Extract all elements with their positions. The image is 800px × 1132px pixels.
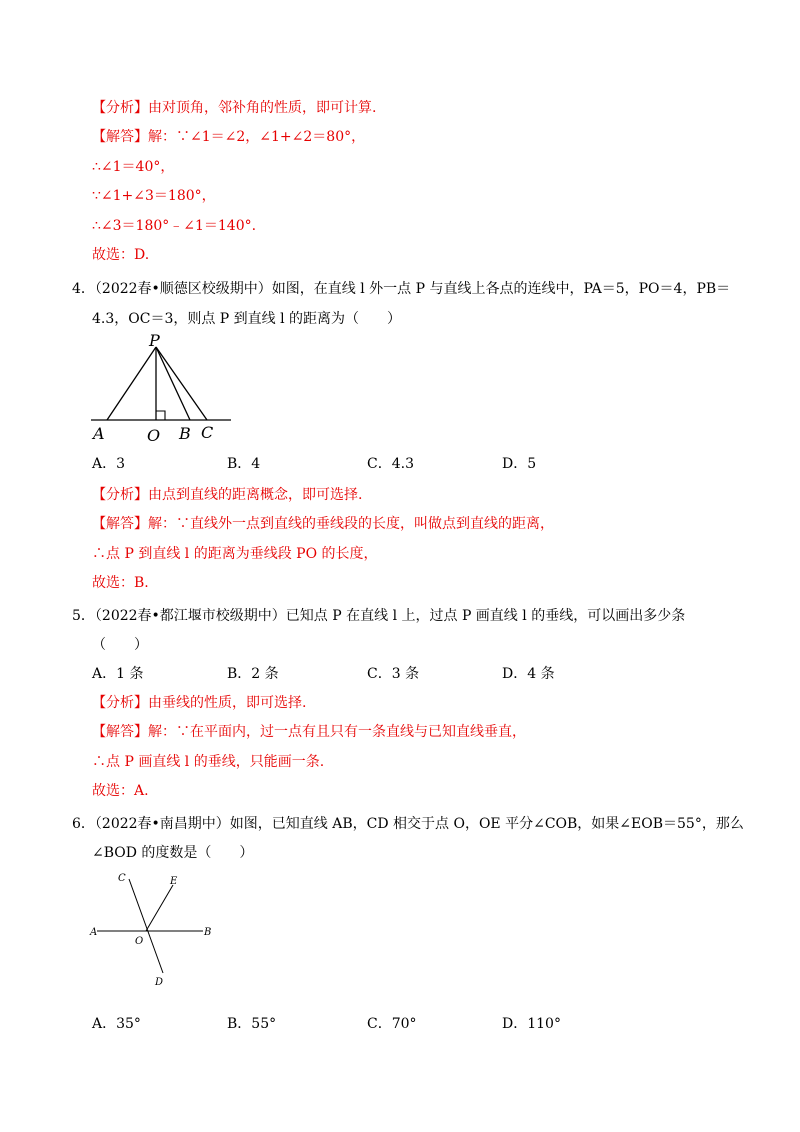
q6-label-c: C <box>118 873 126 884</box>
q6-label-e: E <box>170 876 178 887</box>
prev-analysis: 【分析】由对顶角，邻补角的性质，即可计算. <box>92 100 377 116</box>
q4-stem-line-1: 4．（2022春•顺德区校级期中）如图，在直线 l 外一点 P 与直线上各点的连线中，PA＝5，PO＝4，PB＝ <box>72 281 731 297</box>
q6-label-d: D <box>155 977 164 988</box>
q4-label-o: O <box>147 426 161 445</box>
q4-segment-pb <box>156 347 190 420</box>
prev-step-2: ∴∠1＝40°， <box>92 159 175 175</box>
q6-stem-line-2: ∠BOD 的度数是（ ） <box>92 845 254 861</box>
q6-label-a: A <box>90 927 98 938</box>
q6-label-o: O <box>135 936 144 947</box>
q4-option-b: B．4 <box>227 456 261 472</box>
prev-step-4: ∴∠3＝180°﹣∠1＝140°. <box>92 218 257 234</box>
q4-option-c: C．4.3 <box>367 456 414 472</box>
q6-label-b: B <box>204 927 212 938</box>
q5-stem-line-2: （ ） <box>92 637 148 653</box>
q4-option-a: A．3 <box>92 456 126 472</box>
q5-solution: 【解答】解：∵在平面内，过一点有且只有一条直线与已知直线垂直， <box>92 724 526 740</box>
q4-step-2: ∴点 P 到直线 l 的距离为垂线段 PO 的长度， <box>92 546 378 562</box>
q5-option-b: B．2 条 <box>227 666 279 682</box>
q5-option-a: A．1 条 <box>92 666 144 682</box>
q6-line-cd <box>129 879 163 973</box>
q4-figure <box>85 330 245 445</box>
q4-segment-pc <box>156 347 207 420</box>
q4-right-angle-mark <box>156 411 165 420</box>
q4-segment-pa <box>107 347 156 420</box>
q6-figure <box>85 865 225 995</box>
q6-ray-oe <box>146 885 173 931</box>
q6-option-d: D．110° <box>502 1016 561 1032</box>
q5-stem-line-1: 5．（2022春•都江堰市校级期中）已知点 P 在直线 l 上，过点 P 画直线 l 的垂线，可以画出多少条 <box>72 608 686 624</box>
q4-stem-line-2: 4.3，OC＝3，则点 P 到直线 l 的距离为（ ） <box>92 311 402 327</box>
q4-solution: 【解答】解：∵直线外一点到直线的垂线段的长度，叫做点到直线的距离， <box>92 516 554 532</box>
q6-option-a: A．35° <box>92 1016 141 1032</box>
q6-option-b: B．55° <box>227 1016 277 1032</box>
q6-stem-line-1: 6．（2022春•南昌期中）如图，已知直线 AB，CD 相交于点 O，OE 平分∠COB，如果∠EOB＝55°，那么 <box>72 816 744 832</box>
q5-step-2: ∴点 P 画直线 l 的垂线，只能画一条. <box>92 754 325 770</box>
q4-answer: 故选：B. <box>92 575 149 591</box>
prev-step-3: ∵∠1+∠3＝180°， <box>92 188 216 204</box>
q6-option-c: C．70° <box>367 1016 417 1032</box>
q4-label-c: C <box>201 423 214 442</box>
prev-answer: 故选：D. <box>92 247 150 263</box>
q4-option-d: D．5 <box>502 456 537 472</box>
q5-option-d: D．4 条 <box>502 666 555 682</box>
q5-option-c: C．3 条 <box>367 666 420 682</box>
prev-solution: 【解答】解：∵∠1＝∠2，∠1+∠2＝80°， <box>92 129 366 145</box>
q4-label-a: A <box>93 424 105 443</box>
q4-analysis: 【分析】由点到直线的距离概念，即可选择. <box>92 487 363 503</box>
q4-label-b: B <box>179 424 191 443</box>
q5-analysis: 【分析】由垂线的性质，即可选择. <box>92 695 307 711</box>
q5-answer: 故选：A. <box>92 783 149 799</box>
q4-label-p: P <box>149 331 160 350</box>
